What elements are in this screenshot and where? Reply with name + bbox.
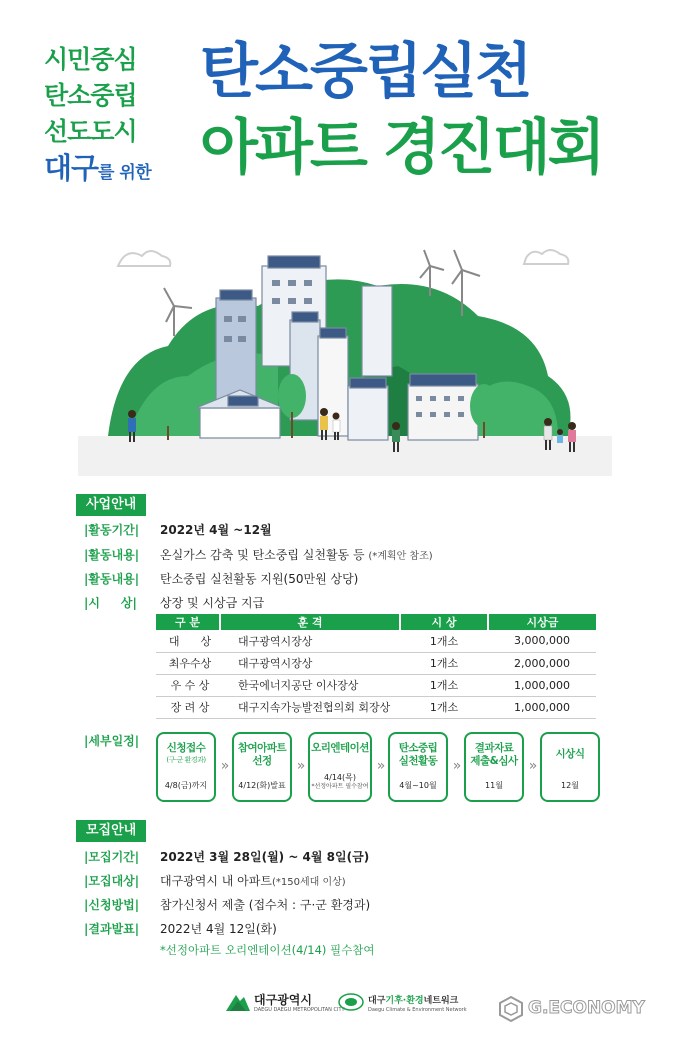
step-date: [466, 781, 522, 791]
step-date-text: 11월: [485, 781, 503, 790]
poster-subtitle: [44, 42, 151, 191]
prize-count: 1개소: [400, 674, 488, 696]
info-label: |신청방법|: [84, 898, 140, 912]
step-date-text: 4/14(목): [324, 773, 356, 782]
schedule-step: [388, 732, 448, 802]
section-badge-recruit: 모집안내: [76, 820, 146, 842]
chevron-right-icon: »: [220, 758, 230, 774]
subtitle-line-4: [44, 150, 151, 191]
step-title-text: 탄소중립: [398, 742, 438, 754]
chevron-right-icon: »: [376, 758, 386, 774]
chevron-right-icon: »: [452, 758, 462, 774]
prize-amount: 2,000,000: [488, 652, 596, 674]
g-economy-watermark: [498, 994, 668, 1024]
info-label: |시 상|: [84, 596, 137, 610]
prize-award: 대 상: [156, 630, 220, 652]
info-value: 탄소중립 실천활동 지원(50만원 상당): [160, 572, 359, 586]
info-label: |모집대상|: [84, 874, 140, 888]
poster-header: [0, 0, 680, 230]
step-title-text: 결과자료: [474, 742, 514, 754]
prize-award: 우 수 상: [156, 674, 220, 696]
step-title: [466, 742, 522, 768]
network-leaf-icon: [338, 993, 364, 1011]
prize-count: 1개소: [400, 630, 488, 652]
prize-table: [156, 614, 596, 719]
step-title-sub: 실천활동: [398, 755, 438, 767]
step-date: [542, 781, 598, 791]
info-value: 2022년 3월 28일(월) ~ 4월 8일(금): [160, 850, 370, 864]
step-date: [390, 781, 446, 791]
step-date-text: 4/12(화)발표: [238, 781, 286, 790]
title-line-2: 아파트 경진대회: [200, 113, 603, 183]
watermark-text: G.ECONOMY: [528, 998, 645, 1018]
prize-amount: 1,000,000: [488, 696, 596, 718]
table-row: [156, 674, 596, 696]
prize-award: 장 려 상: [156, 696, 220, 718]
orientation-note: *선정아파트 오리엔테이션(4/14) 필수참여: [160, 943, 375, 957]
prize-org: 대구지속가능발전협의회 회장상: [220, 696, 400, 718]
table-row: [156, 652, 596, 674]
prize-count: 1개소: [400, 696, 488, 718]
prize-amount: 1,000,000: [488, 674, 596, 696]
step-date: [310, 773, 370, 791]
prize-count: 1개소: [400, 652, 488, 674]
step-title-text: 오리엔테이션: [311, 742, 369, 754]
info-value: 2022년 4월 12일(화): [160, 922, 277, 936]
table-row: [156, 696, 596, 718]
table-row: [156, 630, 596, 652]
schedule-step: [232, 732, 292, 802]
subtitle-line-1: 시민중심: [44, 45, 137, 74]
prize-header-cell: 시 상: [400, 614, 488, 630]
step-date: [234, 781, 290, 791]
info-label: |활동내용|: [84, 572, 140, 586]
info-label: |세부일정|: [84, 734, 140, 748]
climate-network-eng: Daegu Climate & Environment Network: [368, 1007, 467, 1013]
step-title-sub: 제출&심사: [470, 755, 518, 767]
hexagon-logo-icon: [498, 996, 524, 1022]
green-city-illustration: [78, 236, 612, 476]
info-value-note: (*계획안 참조): [368, 551, 433, 562]
daegu-city-eng: DAEGU DAEGU METROPOLITAN CITY: [254, 1007, 345, 1013]
schedule-step: [540, 732, 600, 802]
info-value-text: 대구광역시 내 아파트: [160, 874, 272, 888]
schedule-step: [156, 732, 216, 802]
info-value: [160, 872, 346, 892]
step-date-sub: *선정아파트 필수참여: [311, 783, 369, 790]
prize-header-cell: 훈 격: [220, 614, 400, 630]
prize-org: 대구광역시장상: [220, 630, 400, 652]
chevron-right-icon: »: [528, 758, 538, 774]
subtitle-suffix: 를 위한: [98, 163, 152, 183]
prize-header-cell: 구 분: [156, 614, 220, 630]
step-date-text: 12월: [561, 781, 579, 790]
step-title: [390, 742, 446, 768]
prize-amount: 3,000,000: [488, 630, 596, 652]
net-name-a: 대구: [368, 996, 386, 1006]
step-title-sub: (구·군 환경과): [166, 756, 206, 764]
climate-network-logo: [338, 989, 498, 1021]
step-title-text: 시상식: [555, 748, 585, 760]
step-title: [310, 742, 370, 755]
info-label: |활동기간|: [84, 523, 140, 537]
title-line-1: 탄소중립실천: [200, 37, 530, 107]
schedule-step: [464, 732, 524, 802]
step-date-text: 4/8(금)까지: [164, 781, 208, 790]
info-value: 상장 및 시상금 지급: [160, 596, 265, 610]
info-value: [160, 546, 433, 566]
daegu-mountain-icon: [226, 991, 250, 1013]
prize-org: 대구광역시장상: [220, 652, 400, 674]
schedule-step: [308, 732, 372, 802]
section-badge-business: 사업안내: [76, 494, 146, 516]
daegu-city-name: 대구광역시: [254, 993, 312, 1007]
info-label: |결과발표|: [84, 922, 140, 936]
chevron-right-icon: »: [296, 758, 306, 774]
info-label: |모집기간|: [84, 850, 140, 864]
step-title-text: 신청접수: [166, 742, 206, 754]
info-value: 2022년 4월 ~12월: [160, 523, 272, 537]
poster-title: [200, 34, 603, 186]
step-title: [158, 742, 214, 765]
step-title-sub: 선정: [252, 755, 272, 767]
step-title: [234, 742, 290, 768]
step-title: [542, 748, 598, 761]
net-name-b: 기후·환경: [385, 996, 424, 1006]
prize-org: 한국에너지공단 이사장상: [220, 674, 400, 696]
subtitle-line-3: 선도도시: [44, 117, 137, 146]
info-value-note: (*150세대 이상): [271, 877, 346, 888]
info-label: |활동내용|: [84, 548, 140, 562]
daegu-city-logo: [226, 989, 345, 1021]
step-date: [158, 781, 214, 791]
info-value-text: 온실가스 감축 및 탄소중립 실천활동 등: [160, 548, 365, 562]
subtitle-city: 대구: [44, 151, 99, 185]
prize-table-header: [156, 614, 596, 630]
prize-award: 최우수상: [156, 652, 220, 674]
step-date-text: 4월~10월: [399, 781, 437, 790]
info-value: 참가신청서 제출 (접수처 : 구·군 환경과): [160, 898, 371, 912]
prize-header-cell: 시상금: [488, 614, 596, 630]
schedule-flow: [156, 732, 600, 802]
step-title-text: 참여아파트: [237, 742, 287, 754]
subtitle-line-2: 탄소중립: [44, 81, 137, 110]
climate-network-name: [368, 993, 458, 1006]
net-name-c: 네트워크: [423, 996, 459, 1006]
